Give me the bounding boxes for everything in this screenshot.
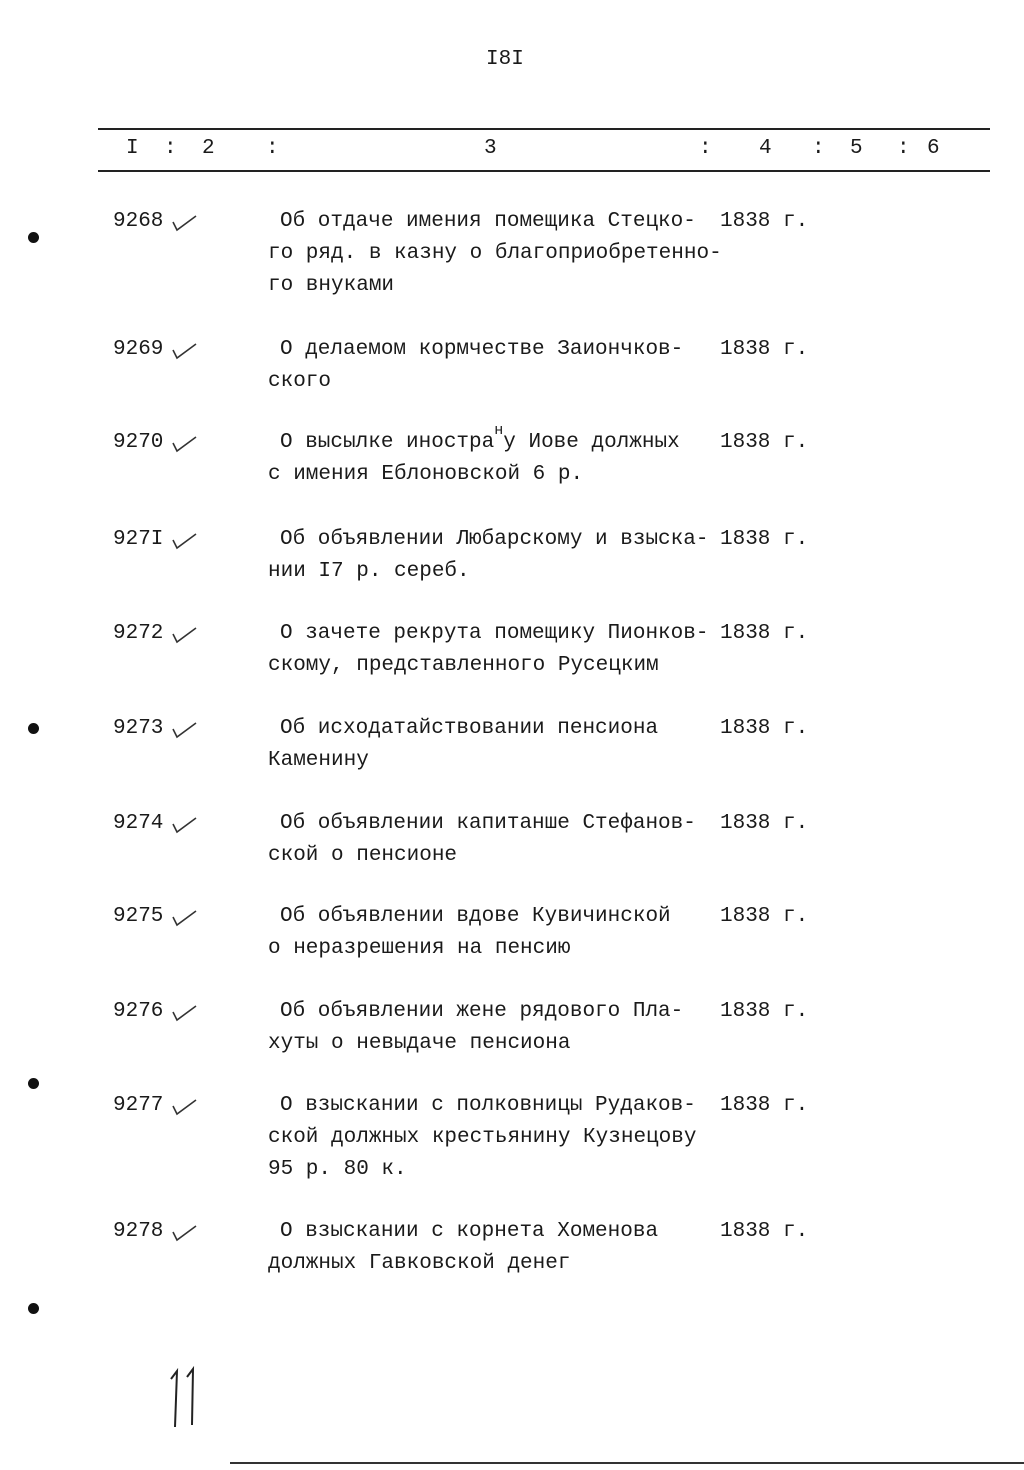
col-separator: : [897, 137, 910, 160]
description-line: ской должных крестьянину Кузнецову [268, 1126, 697, 1149]
entry-year: 1838 г. [720, 905, 809, 928]
punch-hole [28, 1078, 39, 1089]
col-header: I [126, 137, 139, 160]
entry-description [268, 713, 658, 777]
description-line: О делаемом кормчестве Заиончков- [280, 338, 684, 361]
description-line: с имения Еблоновской 6 р. [268, 463, 584, 486]
description-line: нии I7 р. сереб. [268, 560, 470, 583]
check-mark-icon [170, 624, 200, 646]
entry-row [0, 901, 1024, 1011]
entry-year: 1838 г. [720, 812, 809, 835]
entry-year: 1838 г. [720, 431, 809, 454]
description-line: го внуками [268, 274, 395, 297]
description-line: скому, представленного Русецким [268, 654, 659, 677]
entry-description [268, 524, 708, 588]
entry-row [0, 206, 1024, 316]
description-line: Об объявлении жене рядового Пла- [280, 1000, 684, 1023]
entry-description [268, 334, 683, 398]
entry-description [268, 206, 722, 302]
page-number: I8I [486, 48, 524, 71]
check-mark-icon [170, 1002, 200, 1024]
col-header: 3 [484, 137, 497, 160]
description-line: ской о пенсионе [268, 844, 458, 867]
punch-hole [28, 723, 39, 734]
check-mark-icon [170, 433, 200, 455]
entry-description [268, 808, 696, 872]
entry-row [0, 713, 1024, 823]
entry-row [0, 1090, 1024, 1200]
col-header: 5 [850, 137, 863, 160]
entry-number: 9269 [113, 338, 164, 361]
entry-year: 1838 г. [720, 717, 809, 740]
entry-year: 1838 г. [720, 528, 809, 551]
entry-description [268, 618, 708, 682]
check-mark-icon [170, 530, 200, 552]
entry-number: 927I [113, 528, 164, 551]
description-line: О высылке иностра [280, 431, 495, 454]
description-line: Об отдаче имения помещика Стецко- [280, 210, 696, 233]
description-line: у Иове должных [503, 431, 680, 454]
punch-hole [28, 1303, 39, 1314]
description-line: Об объявлении капитанше Стефанов- [280, 812, 696, 835]
entry-description [268, 1216, 658, 1280]
check-mark-icon [170, 1222, 200, 1244]
punch-hole [28, 232, 39, 243]
entry-row [0, 422, 1024, 537]
description-line: должных Гавковской денег [268, 1252, 571, 1275]
description-line: О взыскании с корнета Хоменова [280, 1220, 659, 1243]
entry-number: 9268 [113, 210, 164, 233]
entry-row [0, 1216, 1024, 1326]
description-line: 95 р. 80 к. [268, 1158, 407, 1181]
header-bottom-rule [98, 170, 990, 172]
entry-number: 9277 [113, 1094, 164, 1117]
entry-row [0, 618, 1024, 728]
entry-year: 1838 г. [720, 1220, 809, 1243]
description-line: О взыскании с полковницы Рудаков- [280, 1094, 696, 1117]
entry-year: 1838 г. [720, 210, 809, 233]
description-line: го ряд. в казну о благоприобретенно- [268, 242, 722, 265]
check-mark-icon [170, 814, 200, 836]
entry-number: 9274 [113, 812, 164, 835]
entry-number: 9273 [113, 717, 164, 740]
check-mark-icon [170, 719, 200, 741]
col-header: 4 [759, 137, 772, 160]
check-mark-icon [170, 212, 200, 234]
col-header: 2 [202, 137, 215, 160]
description-line: ского [268, 370, 332, 393]
entry-description [268, 996, 683, 1060]
col-header: 6 [927, 137, 940, 160]
description-line: Об объявлении Любарскому и взыска- [280, 528, 709, 551]
typed-correction: н [494, 422, 504, 439]
entry-year: 1838 г. [720, 1000, 809, 1023]
entry-year: 1838 г. [720, 338, 809, 361]
description-line: Об исходатайствовании пенсиона [280, 717, 659, 740]
col-separator: : [699, 137, 712, 160]
entry-number: 9270 [113, 431, 164, 454]
entry-description [268, 1090, 696, 1186]
entry-number: 9275 [113, 905, 164, 928]
entry-number: 9278 [113, 1220, 164, 1243]
entry-year: 1838 г. [720, 622, 809, 645]
description-line: О зачете рекрута помещику Пионков- [280, 622, 709, 645]
handwritten-note [165, 1365, 205, 1435]
check-mark-icon [170, 340, 200, 362]
description-line: о неразрешения на пенсию [268, 937, 571, 960]
entry-number: 9276 [113, 1000, 164, 1023]
entry-number: 9272 [113, 622, 164, 645]
check-mark-icon [170, 1096, 200, 1118]
check-mark-icon [170, 907, 200, 929]
bottom-rule [230, 1462, 1024, 1464]
header-top-rule [98, 128, 990, 130]
description-line: Каменину [268, 749, 369, 772]
entry-description [268, 422, 680, 491]
entry-description [268, 901, 671, 965]
col-separator: : [266, 137, 279, 160]
description-line: хуты о невыдаче пенсиона [268, 1032, 571, 1055]
col-separator: : [164, 137, 177, 160]
entry-year: 1838 г. [720, 1094, 809, 1117]
col-separator: : [812, 137, 825, 160]
description-line: Об объявлении вдове Кувичинской [280, 905, 671, 928]
